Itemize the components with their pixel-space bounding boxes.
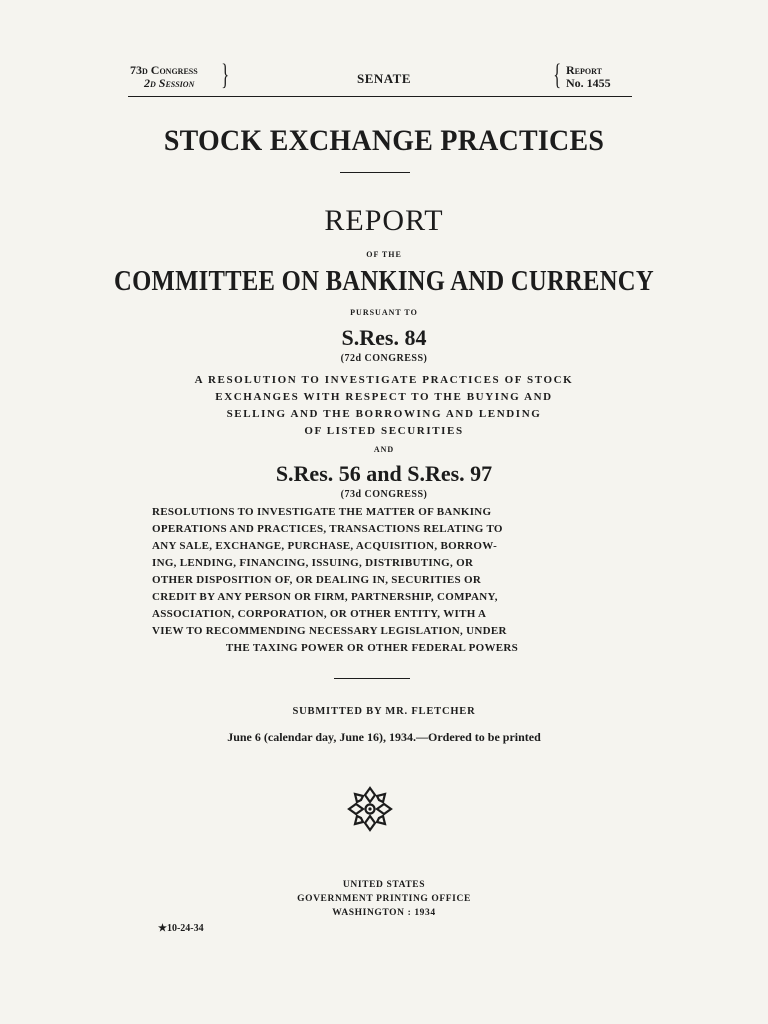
resolution-1-line: OF LISTED SECURITIES xyxy=(304,425,464,437)
resolution-1-description xyxy=(0,372,768,440)
report-number: No. 1455 xyxy=(566,76,611,90)
resolution-2-line: ANY SALE, EXCHANGE, PURCHASE, ACQUISITION, BORROW- xyxy=(152,540,498,552)
resolution-1-congress: (72d CONGRESS) xyxy=(340,353,428,364)
chamber-label: SENATE xyxy=(356,71,412,86)
resolution-2-line: CREDIT BY ANY PERSON OR FIRM, PARTNERSHIP, COMPANY, xyxy=(152,591,498,603)
imprint xyxy=(0,878,768,920)
section-divider xyxy=(334,678,410,679)
resolution-2-line: THE TAXING POWER OR OTHER FEDERAL POWERS xyxy=(225,642,519,654)
resolution-1-line: SELLING AND THE BORROWING AND LENDING xyxy=(226,408,542,420)
ordered-line: June 6 (calendar day, June 16), 1934.—Ordered to be printed xyxy=(227,730,541,744)
left-brace: } xyxy=(221,58,230,91)
imprint-line-2: GOVERNMENT PRINTING OFFICE xyxy=(297,894,471,904)
resolution-2-line: ING, LENDING, FINANCING, ISSUING, DISTRIBUTING, OR xyxy=(152,557,474,569)
print-code: ★10-24-34 xyxy=(158,923,204,934)
submitted-by: SUBMITTED BY MR. FLETCHER xyxy=(292,706,476,717)
printer-ornament-icon xyxy=(346,785,394,833)
resolution-2-line: VIEW TO RECOMMENDING NECESSARY LEGISLATION, UNDER xyxy=(152,625,507,637)
resolution-1-name: S.Res. 84 xyxy=(341,325,427,350)
report-label: Report xyxy=(566,63,602,77)
resolution-1-line: EXCHANGES WITH RESPECT TO THE BUYING AND xyxy=(215,391,553,403)
resolution-2-line: OTHER DISPOSITION OF, OR DEALING IN, SECURITIES OR xyxy=(152,574,482,586)
resolution-2-line: ASSOCIATION, CORPORATION, OR OTHER ENTITY, WITH A xyxy=(152,608,487,620)
pursuant-label: PURSUANT TO xyxy=(350,308,418,317)
and-label: AND xyxy=(373,445,395,454)
resolution-2-congress: (73d CONGRESS) xyxy=(340,489,428,500)
resolution-1-line: A RESOLUTION TO INVESTIGATE PRACTICES OF STOCK xyxy=(194,374,574,386)
report-info xyxy=(566,64,611,90)
committee-name: COMMITTEE ON BANKING AND CURRENCY xyxy=(114,266,654,297)
title-divider xyxy=(340,172,410,173)
resolution-2-line: OPERATIONS AND PRACTICES, TRANSACTIONS RELATING TO xyxy=(152,523,503,535)
document-title: STOCK EXCHANGE PRACTICES xyxy=(163,124,605,157)
header-rule xyxy=(128,96,632,97)
report-heading: REPORT xyxy=(324,204,444,237)
session-label: 2d Session xyxy=(144,76,195,90)
congress-label: 73d Congress xyxy=(130,63,198,77)
imprint-line-3: WASHINGTON : 1934 xyxy=(332,908,436,918)
of-the-label: OF THE xyxy=(366,250,402,259)
resolution-2-description xyxy=(152,504,592,657)
imprint-line-1: UNITED STATES xyxy=(342,880,426,890)
right-brace: { xyxy=(553,58,562,91)
resolution-2-name: S.Res. 56 and S.Res. 97 xyxy=(275,461,493,486)
resolution-2-line: RESOLUTIONS TO INVESTIGATE THE MATTER OF BANKING xyxy=(152,506,492,518)
